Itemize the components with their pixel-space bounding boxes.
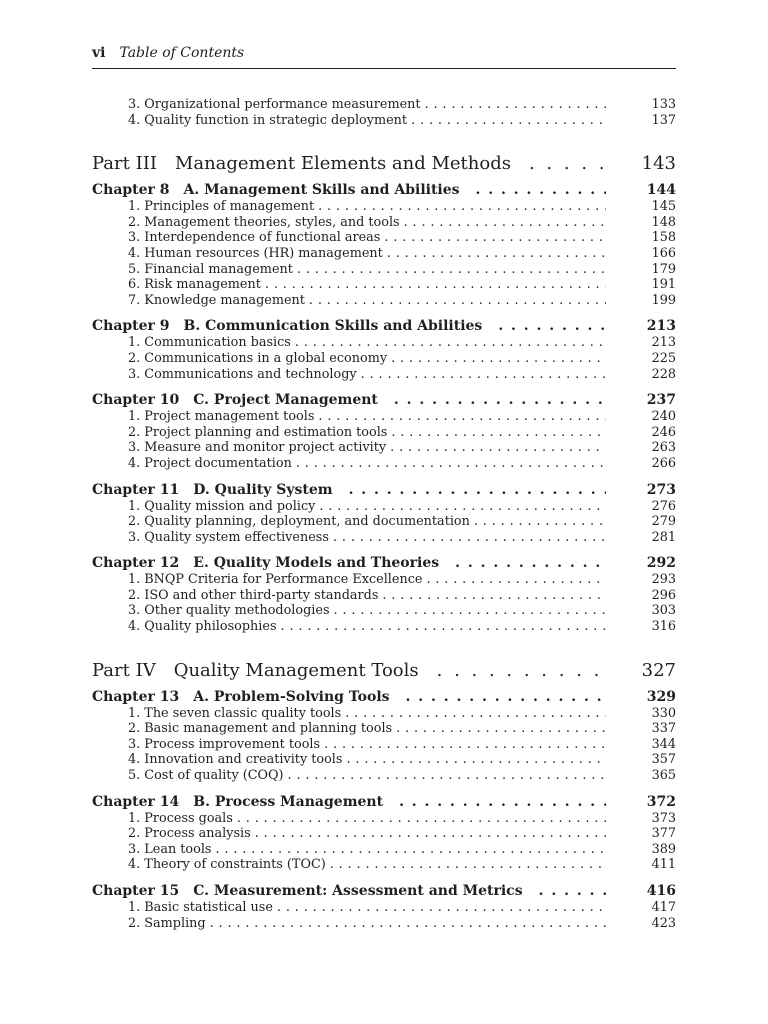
- toc-page-number: 273: [646, 481, 676, 498]
- toc-page-number: 276: [651, 498, 676, 514]
- dot-leader: [384, 230, 606, 246]
- toc-item: [92, 293, 676, 309]
- dot-leader: [426, 572, 606, 588]
- toc-item-title: 4. Project documentation: [128, 455, 292, 471]
- toc-page-number: 329: [646, 688, 676, 705]
- toc-page-number: 281: [651, 529, 676, 545]
- toc-page-number: 337: [651, 721, 676, 737]
- toc-item-title: 3. Measure and monitor project activity: [128, 440, 387, 456]
- toc-page-number: 137: [651, 112, 676, 128]
- toc-page-number: 158: [651, 230, 676, 246]
- toc-item: [92, 842, 676, 858]
- dot-leader: [318, 199, 606, 215]
- toc-item-title: 3. Quality system effectiveness: [128, 529, 329, 545]
- dot-leader: [391, 425, 606, 441]
- toc-page-number: 303: [651, 603, 676, 619]
- toc-page-number: 143: [641, 153, 676, 175]
- toc-item-title: 5. Cost of quality (COQ): [128, 768, 284, 784]
- toc-item: [92, 916, 676, 932]
- toc-chapter: [92, 391, 676, 409]
- dot-leader: [210, 916, 606, 932]
- toc-part-title: Part III Management Elements and Methods: [92, 153, 511, 175]
- toc-item: [92, 456, 676, 472]
- toc-item: [92, 262, 676, 278]
- dot-leader: [437, 659, 608, 683]
- dot-leader: [399, 793, 606, 811]
- toc-item-title: 3. Lean tools: [128, 841, 212, 857]
- toc-page-number: 145: [651, 199, 676, 215]
- running-head: [92, 44, 676, 62]
- toc-item-title: 1. Process goals: [128, 810, 233, 826]
- dot-leader: [318, 409, 606, 425]
- toc-item: [92, 514, 676, 530]
- toc-item: [92, 572, 676, 588]
- toc-item: [92, 277, 676, 293]
- table-of-contents: [92, 97, 676, 931]
- toc-page-number: 166: [651, 245, 676, 261]
- toc-item: [92, 199, 676, 215]
- dot-leader: [498, 317, 606, 335]
- toc-item-title: 6. Risk management: [128, 277, 261, 293]
- toc-item-title: 3. Interdependence of functional areas: [128, 230, 381, 246]
- toc-item-title: 7. Knowledge management: [128, 292, 305, 308]
- toc-item: [92, 721, 676, 737]
- toc-item: [92, 215, 676, 231]
- toc-page-number: 423: [651, 915, 676, 931]
- toc-page-number: 144: [646, 182, 676, 199]
- toc-item: [92, 752, 676, 768]
- toc-chapter: [92, 317, 676, 335]
- toc-page-number: 373: [651, 810, 676, 826]
- toc-page-number: 292: [646, 555, 676, 572]
- toc-item-title: 3. Other quality methodologies: [128, 603, 330, 619]
- toc-page-number: 199: [651, 292, 676, 308]
- toc-page-number: 296: [651, 587, 676, 603]
- toc-item-title: 3. Organizational performance measurement: [128, 97, 421, 112]
- toc-item-title: 2. ISO and other third-party standards: [128, 587, 379, 603]
- toc-page-number: 293: [651, 572, 676, 588]
- dot-leader: [390, 440, 606, 456]
- toc-item: [92, 857, 676, 873]
- dot-leader: [361, 367, 606, 383]
- toc-item: [92, 706, 676, 722]
- toc-item-title: 1. The seven classic quality tools: [128, 705, 342, 721]
- toc-item: [92, 588, 676, 604]
- toc-item-title: 3. Process improvement tools: [128, 736, 321, 752]
- dot-leader: [394, 391, 606, 409]
- toc-part-title: Part IV Quality Management Tools: [92, 659, 419, 681]
- toc-item: [92, 900, 676, 916]
- toc-page-number: 344: [651, 736, 676, 752]
- dot-leader: [404, 215, 606, 231]
- toc-item-title: 2. Sampling: [128, 915, 206, 931]
- toc-page-number: 225: [651, 350, 676, 366]
- toc-page-number: 179: [651, 261, 676, 277]
- page-number: vi: [92, 45, 106, 61]
- toc-part: [92, 152, 676, 176]
- toc-item-title: 1. Basic statistical use: [128, 900, 273, 915]
- toc-chapter: [92, 481, 676, 499]
- dot-leader: [345, 706, 606, 722]
- header-rule: [92, 68, 676, 69]
- toc-item: [92, 619, 676, 635]
- toc-page-number: 365: [651, 768, 676, 784]
- toc-chapter: [92, 181, 676, 199]
- toc-chapter-title: Chapter 10 C. Project Management: [92, 392, 378, 409]
- toc-item: [92, 603, 676, 619]
- toc-chapter: [92, 554, 676, 572]
- toc-page-number: 246: [651, 424, 676, 440]
- toc-page-number: 279: [651, 514, 676, 530]
- toc-item-title: 4. Innovation and creativity tools: [128, 752, 343, 768]
- toc-chapter: [92, 882, 676, 900]
- toc-chapter-title: Chapter 13 A. Problem-Solving Tools: [92, 688, 390, 705]
- dot-leader: [309, 293, 606, 309]
- dot-leader: [334, 603, 606, 619]
- toc-chapter: [92, 793, 676, 811]
- toc-page-number: 148: [651, 214, 676, 230]
- dot-leader: [216, 842, 607, 858]
- dot-leader: [529, 152, 608, 176]
- dot-leader: [411, 113, 606, 129]
- toc-chapter-title: Chapter 14 B. Process Management: [92, 793, 384, 810]
- toc-page-number: 372: [646, 793, 676, 810]
- toc-item: [92, 499, 676, 515]
- toc-item: [92, 246, 676, 262]
- toc-chapter-title: Chapter 8 A. Management Skills and Abilities: [92, 182, 460, 199]
- dot-leader: [396, 721, 606, 737]
- dot-leader: [349, 481, 606, 499]
- running-title: Table of Contents: [119, 45, 245, 61]
- toc-item: [92, 530, 676, 546]
- toc-part: [92, 659, 676, 683]
- toc-item-title: 2. Management theories, styles, and tools: [128, 214, 400, 230]
- dot-leader: [330, 857, 606, 873]
- toc-page-number: 316: [651, 619, 676, 635]
- toc-item-title: 4. Quality philosophies: [128, 619, 277, 635]
- toc-page-number: 389: [651, 841, 676, 857]
- toc-item: [92, 113, 676, 129]
- toc-chapter-title: Chapter 12 E. Quality Models and Theories: [92, 555, 440, 572]
- toc-chapter: [92, 688, 676, 706]
- toc-item: [92, 737, 676, 753]
- toc-item: [92, 409, 676, 425]
- dot-leader: [406, 688, 606, 706]
- toc-item-title: 2. Process analysis: [128, 826, 251, 842]
- dot-leader: [539, 882, 606, 900]
- dot-leader: [324, 737, 606, 753]
- toc-item-title: 2. Basic management and planning tools: [128, 721, 393, 737]
- toc-item-title: 1. Project management tools: [128, 409, 315, 425]
- dot-leader: [295, 335, 606, 351]
- toc-item-title: 1. Quality mission and policy: [128, 498, 316, 514]
- toc-item: [92, 811, 676, 827]
- toc-page-number: 327: [641, 659, 676, 681]
- toc-item: [92, 440, 676, 456]
- toc-page-number: 240: [651, 409, 676, 425]
- dot-leader: [281, 619, 606, 635]
- dot-leader: [288, 768, 606, 784]
- toc-item: [92, 335, 676, 351]
- dot-leader: [255, 826, 606, 842]
- toc-item-title: 4. Human resources (HR) management: [128, 245, 383, 261]
- dot-leader: [319, 499, 606, 515]
- toc-item-title: 2. Communications in a global economy: [128, 350, 388, 366]
- dot-leader: [455, 554, 606, 572]
- toc-page-number: 213: [651, 335, 676, 351]
- toc-item: [92, 351, 676, 367]
- toc-item-title: 1. Principles of management: [128, 199, 315, 215]
- toc-item-title: 4. Theory of constraints (TOC): [128, 857, 326, 873]
- toc-page-number: 411: [651, 857, 676, 873]
- dot-leader: [296, 456, 606, 472]
- dot-leader: [382, 588, 606, 604]
- toc-page-number: 416: [646, 883, 676, 899]
- dot-leader: [474, 514, 606, 530]
- toc-chapter-title: Chapter 11 D. Quality System: [92, 481, 333, 498]
- toc-item-title: 5. Financial management: [128, 261, 293, 277]
- toc-page-number: 330: [651, 705, 676, 721]
- toc-page-number: 191: [651, 277, 676, 293]
- dot-leader: [476, 181, 606, 199]
- toc-item-title: 4. Quality function in strategic deployment: [128, 112, 408, 128]
- toc-item-title: 1. BNQP Criteria for Performance Excellence: [128, 572, 423, 588]
- dot-leader: [277, 900, 606, 916]
- toc-chapter-title: Chapter 9 B. Communication Skills and Abilities: [92, 318, 483, 335]
- toc-page-number: 213: [646, 318, 676, 335]
- dot-leader: [391, 351, 606, 367]
- toc-item-title: 2. Quality planning, deployment, and documentation: [128, 514, 470, 530]
- toc-page-number: 266: [651, 455, 676, 471]
- dot-leader: [346, 752, 606, 768]
- dot-leader: [425, 97, 606, 113]
- toc-item-title: 3. Communications and technology: [128, 366, 357, 382]
- toc-page-number: 228: [651, 366, 676, 382]
- toc-item: [92, 97, 676, 113]
- toc-item: [92, 230, 676, 246]
- toc-item-title: 1. Communication basics: [128, 335, 291, 351]
- dot-leader: [237, 811, 606, 827]
- dot-leader: [333, 530, 606, 546]
- toc-item: [92, 367, 676, 383]
- toc-page-number: 377: [651, 826, 676, 842]
- toc-item: [92, 826, 676, 842]
- toc-page-number: 237: [646, 392, 676, 409]
- dot-leader: [387, 246, 606, 262]
- toc-item: [92, 768, 676, 784]
- toc-page-number: 417: [651, 900, 676, 915]
- dot-leader: [297, 262, 606, 278]
- dot-leader: [265, 277, 606, 293]
- toc-item-title: 2. Project planning and estimation tools: [128, 424, 388, 440]
- toc-chapter-title: Chapter 15 C. Measurement: Assessment and Metrics: [92, 883, 523, 899]
- toc-page-number: 357: [651, 752, 676, 768]
- toc-page-number: 263: [651, 440, 676, 456]
- toc-page-number: 133: [651, 97, 676, 112]
- toc-item: [92, 425, 676, 441]
